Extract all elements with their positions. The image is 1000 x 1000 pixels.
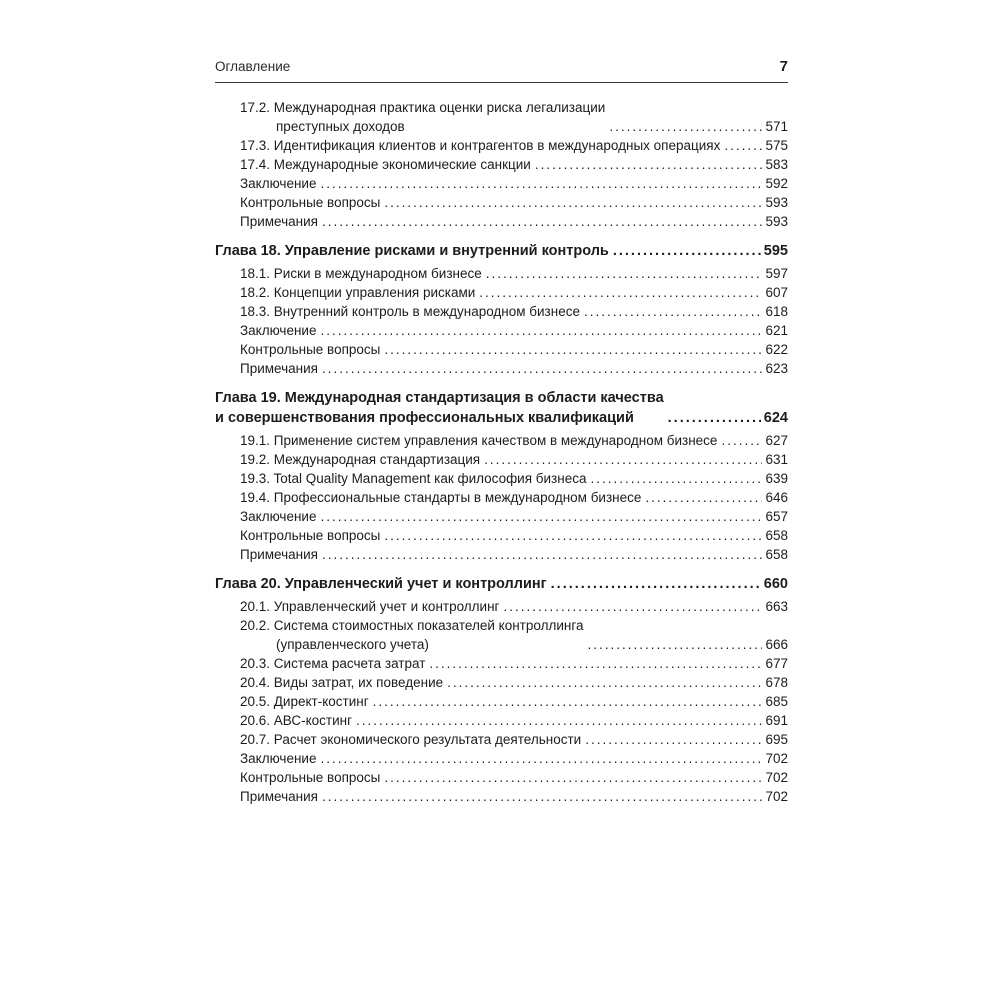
toc-entry	[240, 526, 788, 545]
toc-entry-page: 575	[765, 138, 788, 153]
toc-entry	[240, 450, 788, 469]
toc-entry-page: 592	[765, 176, 788, 191]
toc-entry-page: 624	[763, 410, 788, 426]
dot-leader	[322, 787, 763, 806]
dot-leader	[320, 174, 762, 193]
toc-entry	[240, 711, 788, 730]
toc-entry	[240, 340, 788, 359]
dot-leader	[356, 711, 762, 730]
toc-entry-page: 657	[765, 509, 788, 524]
toc-entry-title: Контрольные вопросы	[240, 528, 381, 543]
toc-entry	[240, 692, 788, 711]
toc-entry-page: 702	[765, 770, 788, 785]
toc-entry-title: 19.3. Total Quality Management как философия бизнеса	[240, 471, 587, 486]
toc-entry	[240, 768, 788, 787]
toc-entry-title: 20.2. Система стоимостных показателей контроллинга (управленческого учета)	[240, 618, 584, 652]
toc-entry-page: 677	[765, 656, 788, 671]
dot-leader	[645, 488, 762, 507]
toc-entry-page: 622	[765, 342, 788, 357]
toc-entry	[240, 98, 788, 136]
toc-entry	[215, 574, 788, 594]
toc-entry-page: 607	[765, 285, 788, 300]
dot-leader	[613, 241, 761, 261]
toc-entry-page: 593	[765, 214, 788, 229]
page-header	[215, 58, 788, 83]
dot-leader	[322, 212, 763, 231]
toc-entry-title: 20.4. Виды затрат, их поведение	[240, 675, 444, 690]
dot-leader	[585, 730, 762, 749]
toc-entry-title: 17.3. Идентификация клиентов и контрагентов в международных операциях	[240, 138, 721, 153]
toc-entry-page: 627	[765, 433, 788, 448]
dot-leader	[535, 155, 763, 174]
toc-entry	[240, 155, 788, 174]
toc-entry-title: 18.2. Концепции управления рисками	[240, 285, 476, 300]
toc-entry-title: 18.1. Риски в международном бизнесе	[240, 266, 482, 281]
toc-entry-title: Заключение	[240, 509, 317, 524]
header-title: Оглавление	[215, 59, 291, 74]
dot-leader	[447, 673, 762, 692]
toc-entry-page: 678	[765, 675, 788, 690]
toc-entry	[240, 787, 788, 806]
toc-entry-page: 623	[765, 361, 788, 376]
toc-entry	[240, 283, 788, 302]
toc-entry	[240, 488, 788, 507]
toc-entry	[215, 388, 788, 428]
toc-entry-page: 631	[765, 452, 788, 467]
dot-leader	[320, 507, 762, 526]
toc-entry-page: 646	[765, 490, 788, 505]
toc-entry	[240, 597, 788, 616]
toc-entry-title: Примечания	[240, 789, 318, 804]
dot-leader	[429, 654, 762, 673]
toc-entry	[215, 241, 788, 261]
toc-entry-page: 595	[763, 243, 788, 259]
dot-leader	[320, 749, 762, 768]
dot-leader	[384, 526, 762, 545]
toc-entry-title: Заключение	[240, 176, 317, 191]
toc-entry-page: 618	[765, 304, 788, 319]
toc-entry-page: 702	[765, 789, 788, 804]
toc-entry-title: Контрольные вопросы	[240, 770, 381, 785]
toc-entry	[240, 431, 788, 450]
dot-leader	[609, 117, 762, 136]
toc-entry-page: 583	[765, 157, 788, 172]
dot-leader	[584, 302, 762, 321]
toc-entry	[240, 730, 788, 749]
toc-entry-page: 663	[765, 599, 788, 614]
toc-entry-title: 19.1. Применение систем управления качеством в международном бизнесе	[240, 433, 718, 448]
toc-entry-title: 19.4. Профессиональные стандарты в международном бизнесе	[240, 490, 642, 505]
toc-entry	[240, 302, 788, 321]
toc-entry-title: 20.5. Директ-костинг	[240, 694, 369, 709]
toc-entry	[240, 264, 788, 283]
toc-entry-page: 660	[763, 576, 788, 592]
toc-entry	[240, 321, 788, 340]
toc-entry	[240, 359, 788, 378]
toc-entry-page: 593	[765, 195, 788, 210]
dot-leader	[590, 469, 762, 488]
toc-entry	[240, 616, 788, 654]
toc-entry-title: Контрольные вопросы	[240, 195, 381, 210]
toc-entry-title: 20.6. АВС-костинг	[240, 713, 353, 728]
toc-entry-page: 658	[765, 547, 788, 562]
toc-entry-title: Контрольные вопросы	[240, 342, 381, 357]
dot-leader	[668, 408, 761, 428]
toc-entry-page: 639	[765, 471, 788, 486]
toc-entry	[240, 193, 788, 212]
dot-leader	[484, 450, 762, 469]
table-of-contents	[215, 98, 788, 806]
toc-entry	[240, 469, 788, 488]
toc-entry-title: 20.7. Расчет экономического результата деятельности	[240, 732, 582, 747]
toc-entry-title: 20.3. Система расчета затрат	[240, 656, 426, 671]
toc-entry-title: Глава 20. Управленческий учет и контроллинг	[215, 576, 547, 592]
toc-entry-page: 571	[765, 119, 788, 134]
toc-entry-title: Примечания	[240, 547, 318, 562]
toc-entry	[240, 673, 788, 692]
dot-leader	[384, 193, 762, 212]
toc-entry	[240, 136, 788, 155]
toc-entry-page: 621	[765, 323, 788, 338]
dot-leader	[503, 597, 762, 616]
toc-entry-title: Заключение	[240, 323, 317, 338]
dot-leader	[479, 283, 762, 302]
toc-entry	[240, 749, 788, 768]
toc-entry	[240, 507, 788, 526]
toc-entry-page: 666	[765, 637, 788, 652]
toc-entry-title: 17.2. Международная практика оценки риска легализации преступных доходов	[240, 100, 606, 134]
dot-leader	[322, 359, 763, 378]
toc-entry-title: 18.3. Внутренний контроль в международном бизнесе	[240, 304, 580, 319]
toc-entry-title: Заключение	[240, 751, 317, 766]
toc-entry-page: 685	[765, 694, 788, 709]
dot-leader	[384, 340, 762, 359]
dot-leader	[373, 692, 763, 711]
dot-leader	[384, 768, 762, 787]
toc-entry-title: Глава 19. Международная стандартизация в области качества и совершенствования профессиональных квалификаций	[215, 390, 664, 426]
toc-entry	[240, 654, 788, 673]
dot-leader	[320, 321, 762, 340]
dot-leader	[724, 136, 762, 155]
toc-entry-page: 691	[765, 713, 788, 728]
dot-leader	[587, 635, 762, 654]
toc-entry	[240, 174, 788, 193]
toc-entry-page: 695	[765, 732, 788, 747]
toc-entry	[240, 212, 788, 231]
dot-leader	[551, 574, 761, 594]
dot-leader	[721, 431, 762, 450]
dot-leader	[486, 264, 763, 283]
toc-entry	[240, 545, 788, 564]
toc-entry-title: Примечания	[240, 361, 318, 376]
toc-entry-title: Примечания	[240, 214, 318, 229]
toc-entry-title: Глава 18. Управление рисками и внутренний контроль	[215, 243, 609, 259]
toc-entry-title: 20.1. Управленческий учет и контроллинг	[240, 599, 500, 614]
page-number: 7	[779, 58, 788, 75]
toc-entry-title: 19.2. Международная стандартизация	[240, 452, 481, 467]
toc-entry-page: 597	[765, 266, 788, 281]
toc-entry-title: 17.4. Международные экономические санкции	[240, 157, 531, 172]
dot-leader	[322, 545, 763, 564]
toc-entry-page: 658	[765, 528, 788, 543]
toc-entry-page: 702	[765, 751, 788, 766]
